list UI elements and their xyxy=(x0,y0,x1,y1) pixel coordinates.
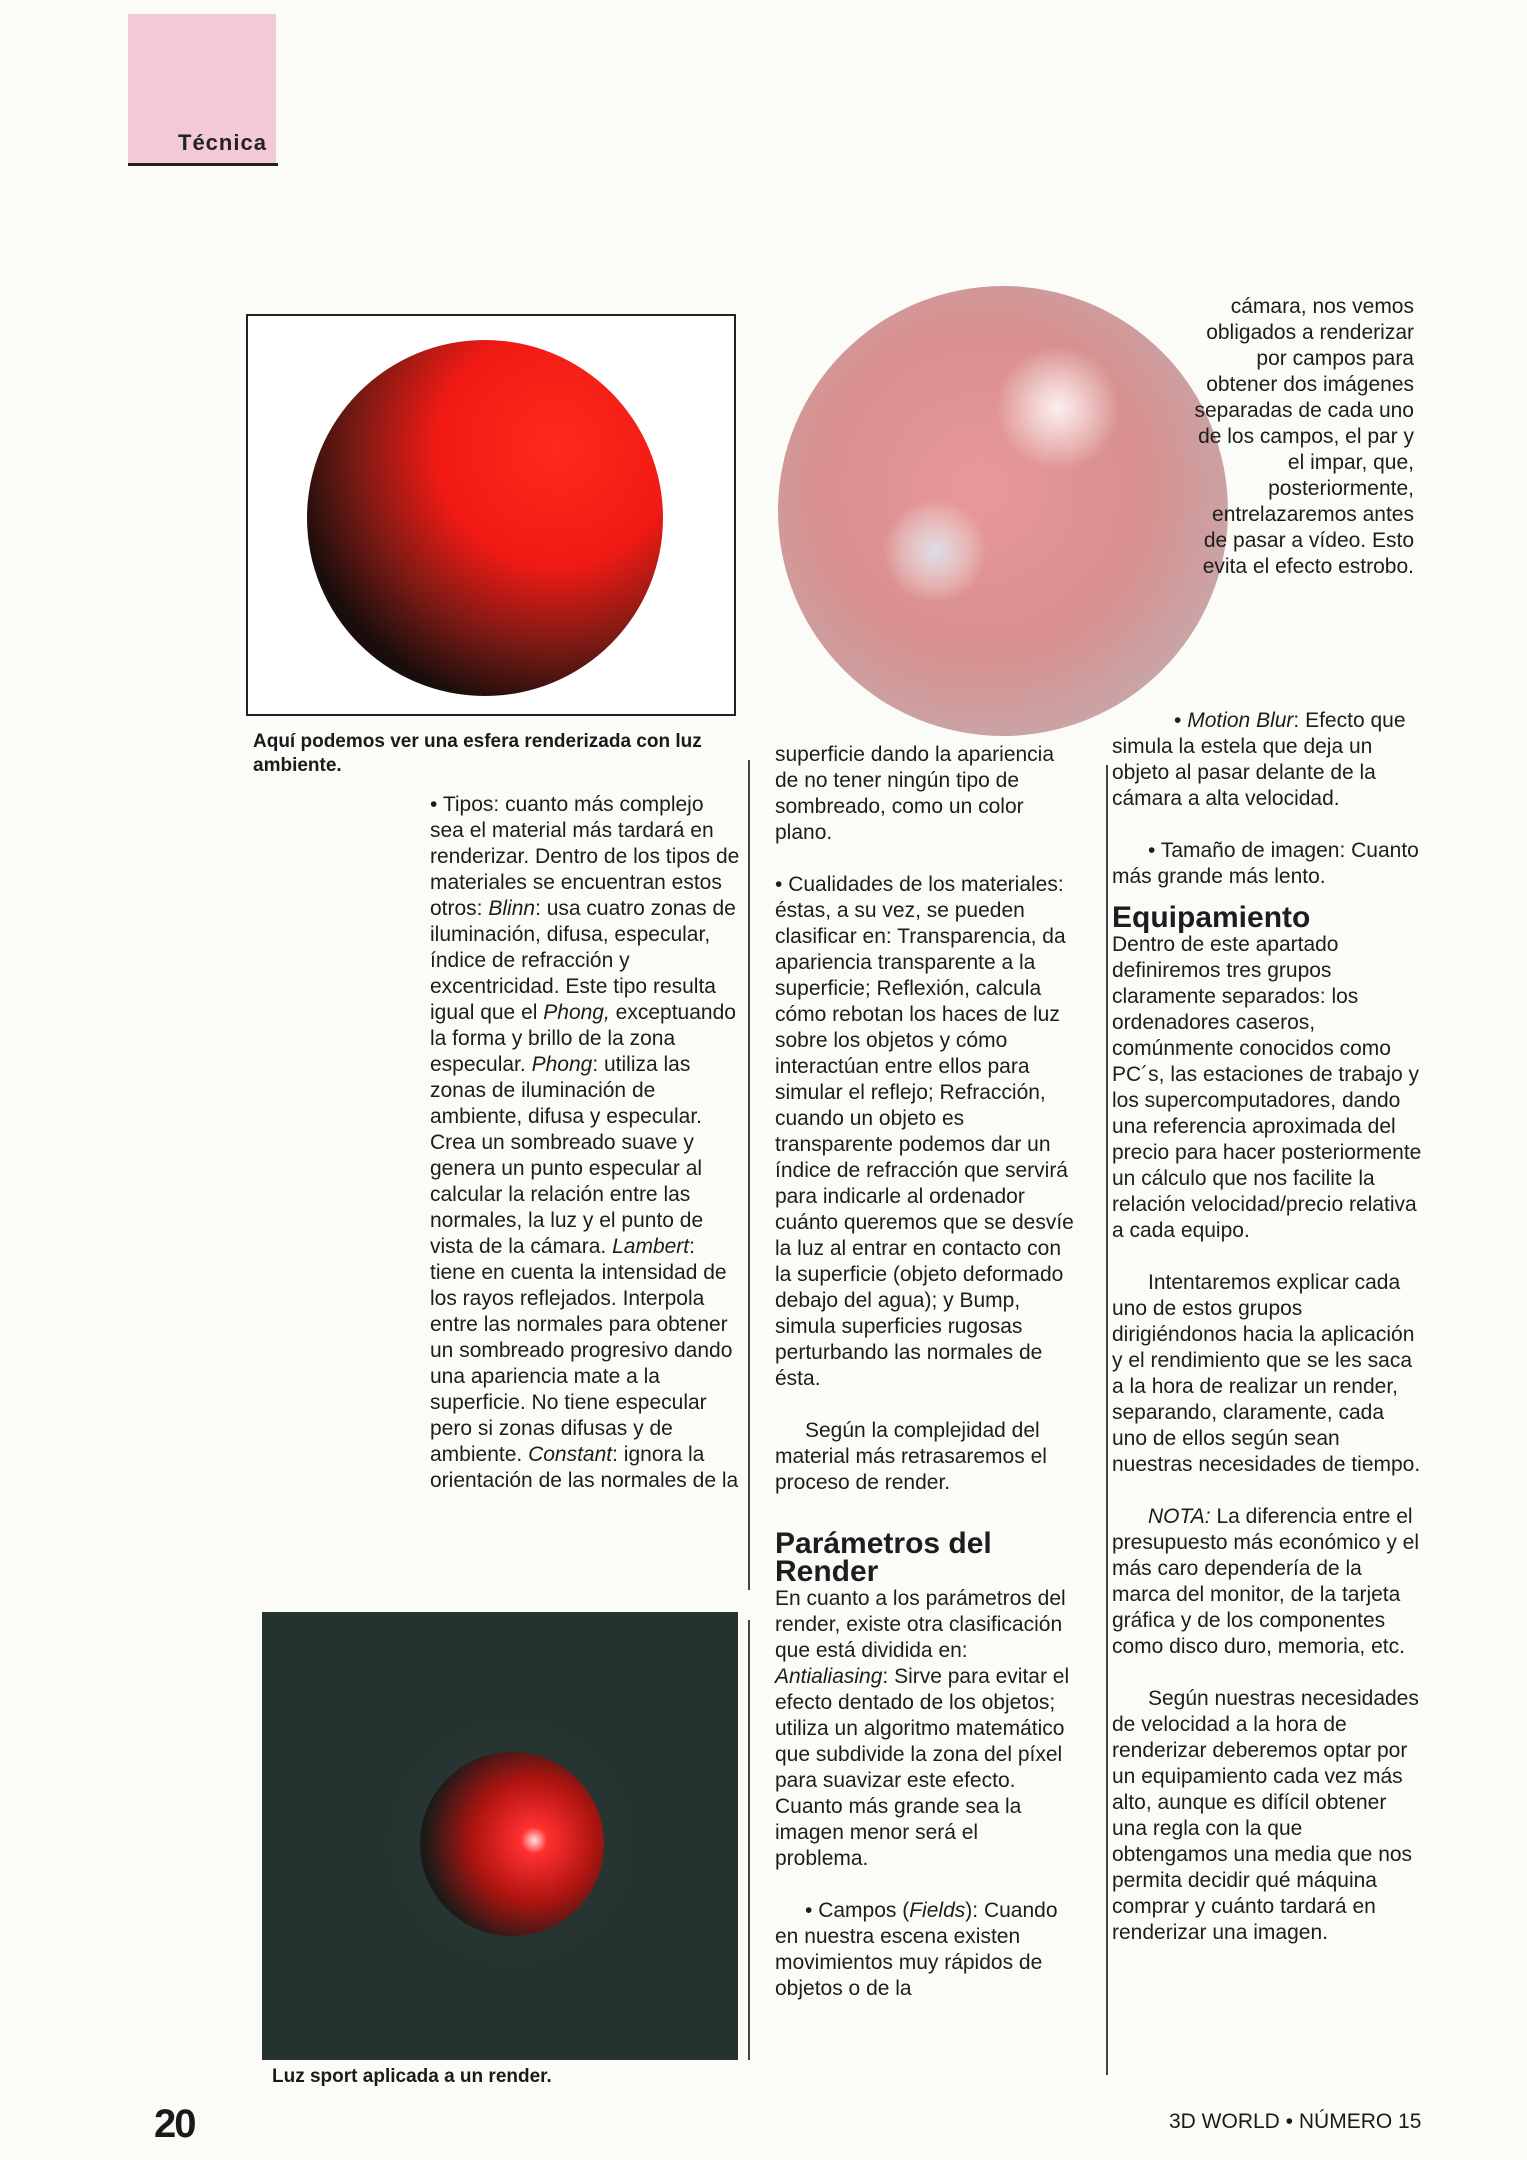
equip-paragraph: Dentro de este apartado definiremos tres grupos claramente separados: los ordenadores caseros, comúnmente conocidos como PC´s, las estaciones de trabajo y los supercomputadores, dando una referencia aproximada del precio para hacer posteriormente un cálculo que nos facilite la relación velocidad/precio relativa a cada equipo. xyxy=(1112,933,1422,1242)
heading-equipamiento: Equipamiento xyxy=(1112,901,1311,934)
fields-label: Fields xyxy=(909,1899,966,1922)
motion-label: Motion Blur xyxy=(1187,709,1294,732)
ambient-sphere-image xyxy=(248,316,734,714)
col2-text xyxy=(775,742,1077,2002)
campos-text: Cuando en nuestra escena existen movimientos muy rápidos de objetos o de la xyxy=(775,1899,1058,2000)
tamano-paragraph xyxy=(1112,838,1422,890)
blinn-text2: exceptuando la forma y brillo de la zona especular. xyxy=(430,1001,736,1076)
lambert-label: Lambert xyxy=(612,1235,690,1258)
tipos-label: Tipos xyxy=(442,793,494,816)
figure-spot-render xyxy=(262,1612,738,2060)
bullet: • xyxy=(430,793,438,816)
parametros-paragraph xyxy=(775,1586,1077,1872)
antialias-label: Antialiasing xyxy=(775,1665,883,1688)
phong-label: Phong xyxy=(531,1053,593,1076)
segun-equipo-paragraph: Según nuestras necesidades de velocidad a la hora de renderizar deberemos optar por un equipamiento cada vez más alto, aunque es difícil obtener una regla con la que obtengamos una media que nos permita decidir qué máquina comprar y cuánto tardará en renderizar una imagen. xyxy=(1112,1687,1419,1944)
nota-paragraph xyxy=(1112,1504,1422,1660)
column-rule-1 xyxy=(748,760,750,1590)
caption-spot-render: Luz sport aplicada a un render. xyxy=(272,2066,552,2087)
campos-label2: ): xyxy=(965,1899,979,1922)
page-number: 20 xyxy=(154,2102,195,2146)
phong-text: : utiliza las zonas de iluminación de ambiente, difusa y especular. Crea un sombreado suave y genera un punto especular al calcular la relación entre las normales, la luz y el punto de vista de la cámara. xyxy=(430,1053,704,1258)
intentaremos-paragraph: Intentaremos explicar cada uno de estos grupos dirigiéndonos hacia la aplicación y el rendimiento que se les saca a la hora de realizar un render, separando, claramente, cada uno de ellos según sean nuestras necesidades de tiempo. xyxy=(1112,1271,1421,1476)
constant-text: : ignora la orientación de las normales de la xyxy=(430,1443,739,1492)
column-rule-2 xyxy=(1106,765,1108,2075)
phong-ref: Phong, xyxy=(543,1001,610,1024)
blinn-label: Blinn xyxy=(488,897,536,920)
heading-parametros: Parámetros del Render xyxy=(775,1527,992,1588)
section-label: Técnica xyxy=(178,130,267,155)
caption-ambient-sphere: Aquí podemos ver una esfera renderizada con luz ambiente. xyxy=(253,731,702,776)
section-rule xyxy=(128,163,278,166)
magazine-footer: 3D WORLD • NÚMERO 15 xyxy=(1169,2110,1422,2133)
col3-text xyxy=(1112,708,1422,1946)
constant-label: Constant xyxy=(528,1443,613,1466)
bullet: • xyxy=(1148,839,1156,862)
blinn-text: : usa cuatro zonas de iluminación, difusa, especular, índice de refracción y excentricidad. Este tipo resulta igual que el xyxy=(430,897,736,1024)
motion-text: : Efecto que simula la estela que deja un objeto al pasar delante de la cámara a alta velocidad. xyxy=(1112,709,1406,810)
column-rule-1b xyxy=(748,1620,750,2060)
camara-paragraph: cámara, nos vemos obligados a renderizar por campos para obtener dos imágenes separadas de cada uno de los campos, el par y el impar, que, posteriormente, entrelazaremos antes de pasar a vídeo. Esto evita el efecto estrobo. xyxy=(1194,295,1414,578)
motion-paragraph xyxy=(1112,708,1422,812)
col1-text xyxy=(430,792,742,1494)
bullet: • xyxy=(805,1899,813,1922)
campos-paragraph xyxy=(775,1898,1077,2002)
tamano-text: Tamaño de imagen: Cuanto más grande más lento. xyxy=(1112,839,1419,888)
lambert-text: : tiene en cuenta la intensidad de los rayos reflejados. Interpola entre las normales para obtener un sombreado progresivo dando una apariencia mate a la superficie. No tiene especular pero si zonas difusas y de ambiente. xyxy=(430,1235,733,1466)
param-intro: En cuanto a los parámetros del render, existe otra clasificación que está dividida en: xyxy=(775,1587,1066,1662)
segun-paragraph: Según la complejidad del material más retrasaremos el proceso de render. xyxy=(775,1419,1047,1494)
nota-label: NOTA: xyxy=(1148,1505,1211,1528)
cualidades-paragraph xyxy=(775,872,1077,1392)
bullet: • xyxy=(775,873,783,896)
spot-sphere-image xyxy=(262,1612,738,2060)
specular-sphere-image xyxy=(770,278,1236,744)
campos-label: Campos ( xyxy=(818,1899,910,1922)
nota-text: La diferencia entre el presupuesto más económico y el más caro dependería de la marca del monitor, de la tarjeta gráfica y de los componentes como disco duro, memoria, etc. xyxy=(1112,1505,1419,1658)
tipos-text: : cuanto más complejo sea el material más tardará en renderizar. Dentro de los tipos de materiales se encuentran estos otros: xyxy=(430,793,740,920)
superficie-paragraph: superficie dando la apariencia de no tener ningún tipo de sombreado, como un color plano. xyxy=(775,743,1055,844)
antialias-text: : Sirve para evitar el efecto dentado de los objetos; utiliza un algoritmo matemático que subdivide la zona del píxel para suavizar este efecto. Cuanto más grande sea la imagen menor será el problema. xyxy=(775,1665,1070,1870)
tipos-paragraph xyxy=(430,792,742,1494)
cualidades-text: Cualidades de los materiales: éstas, a su vez, se pueden clasificar en: Transparencia, da apariencia transparente a la superficie; Reflexión, calcula cómo rebotan los haces de luz sobre los objetos y cómo interactúan entre ellos para simular el reflejo; Refracción, cuando un objeto es transparente podemos dar un índice de refracción que servirá para indicarle al ordenador cuánto queremos que se desvíe la luz al entrar en contacto con la superficie (objeto deformado debajo del agua); y Bump, simula superficies rugosas perturbando las normales de ésta. xyxy=(775,873,1074,1390)
bullet: • xyxy=(1174,709,1182,732)
figure-ambient-sphere xyxy=(246,314,736,716)
